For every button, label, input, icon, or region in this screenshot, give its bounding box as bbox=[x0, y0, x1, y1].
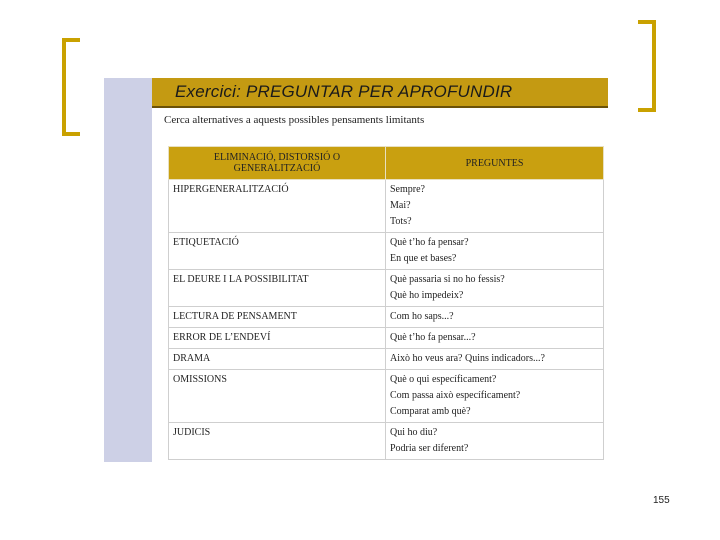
table-row bbox=[169, 180, 604, 233]
row-category: EL DEURE I LA POSSIBILITAT bbox=[169, 270, 386, 307]
table-row bbox=[169, 307, 604, 328]
row-category: JUDICIS bbox=[169, 423, 386, 460]
left-bracket-decoration bbox=[62, 38, 80, 136]
questions-table bbox=[168, 146, 604, 460]
row-category: ETIQUETACIÓ bbox=[169, 233, 386, 270]
row-questions: Sempre? Mai? Tots? bbox=[386, 180, 604, 233]
row-questions: Què passaria si no ho fessis? Què ho impedeix? bbox=[386, 270, 604, 307]
table-row bbox=[169, 270, 604, 307]
table-row bbox=[169, 328, 604, 349]
row-questions: Qui ho diu? Podria ser diferent? bbox=[386, 423, 604, 460]
right-bracket-decoration bbox=[638, 20, 656, 112]
slide-subtitle: Cerca alternatives a aquests possibles pensaments limitants bbox=[164, 114, 425, 126]
table-row bbox=[169, 370, 604, 423]
row-category: ERROR DE L’ENDEVÍ bbox=[169, 328, 386, 349]
header-questions: PREGUNTES bbox=[386, 147, 604, 180]
row-questions: Què o qui específicament? Com passa això específicament? Comparat amb què? bbox=[386, 370, 604, 423]
row-category: OMISSIONS bbox=[169, 370, 386, 423]
row-category: HIPERGENERALITZACIÓ bbox=[169, 180, 386, 233]
header-category: ELIMINACIÓ, DISTORSIÓ O GENERALITZACIÓ bbox=[169, 147, 386, 180]
slide-title: Exercici: PREGUNTAR PER APROFUNDIR bbox=[175, 82, 513, 101]
table-row bbox=[169, 423, 604, 460]
table-row bbox=[169, 349, 604, 370]
side-band-decoration bbox=[104, 78, 152, 462]
page-number: 155 bbox=[653, 495, 670, 506]
row-questions: Què t’ho fa pensar? En que et bases? bbox=[386, 233, 604, 270]
row-category: DRAMA bbox=[169, 349, 386, 370]
row-category: LECTURA DE PENSAMENT bbox=[169, 307, 386, 328]
table-header-row bbox=[169, 147, 604, 180]
row-questions: Com ho saps...? bbox=[386, 307, 604, 328]
row-questions: Què t’ho fa pensar...? bbox=[386, 328, 604, 349]
row-questions: Això ho veus ara? Quins indicadors...? bbox=[386, 349, 604, 370]
table-row bbox=[169, 233, 604, 270]
